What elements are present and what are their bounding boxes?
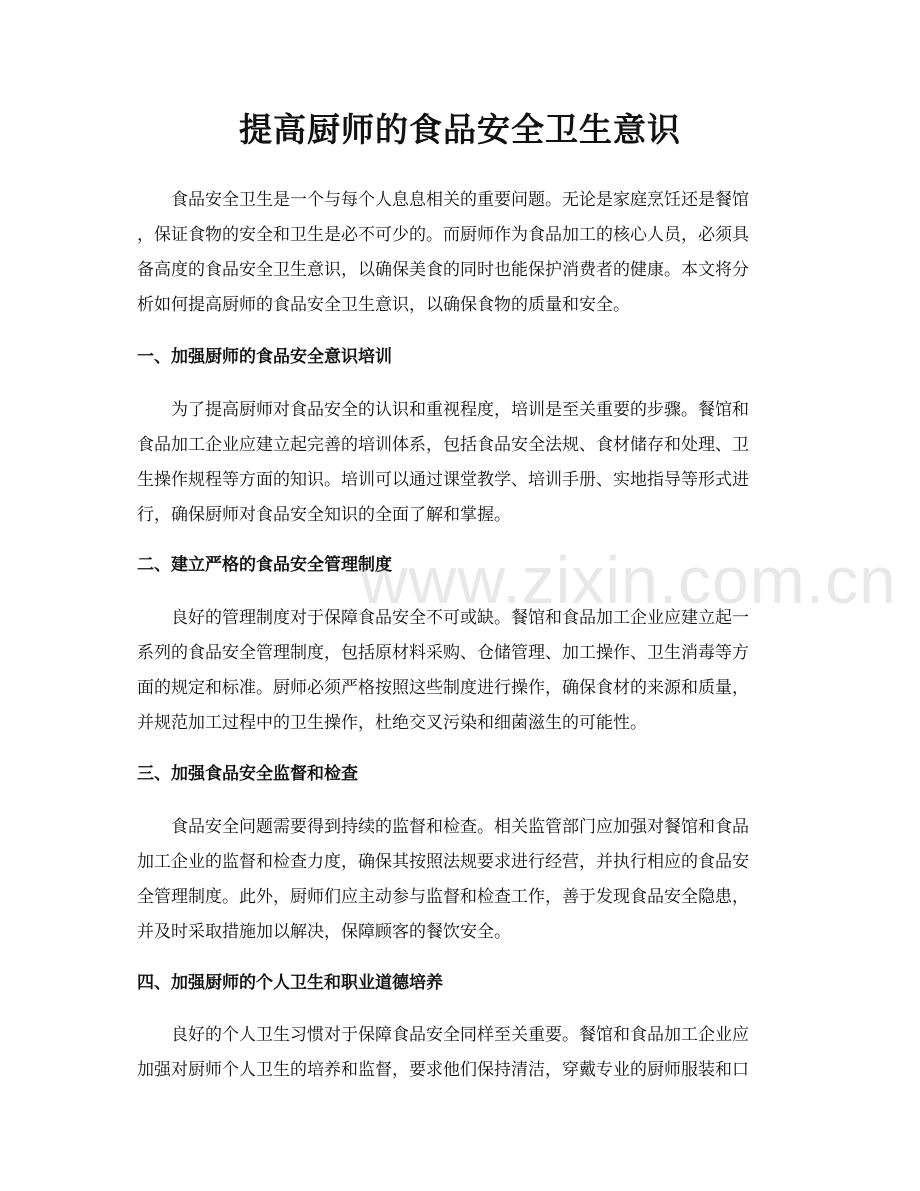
- paragraph-line: 食品安全卫生是一个与每个人息息相关的重要问题。无论是家庭烹饪还是餐馆: [137, 190, 749, 210]
- section-heading-4: 四、加强厨师的个人卫生和职业道德培养: [137, 973, 443, 993]
- paragraph-line: 生操作规程等方面的知识。培训可以通过课堂教学、培训手册、实地指导等形式进: [137, 470, 749, 490]
- paragraph-line: 食品加工企业应建立起完善的培训体系，包括食品安全法规、食材储存和处理、卫: [137, 435, 749, 455]
- watermark-text: www.zixin.com.cn: [360, 543, 897, 617]
- paragraph-line: 并规范加工过程中的卫生操作，杜绝交叉污染和细菌滋生的可能性。: [137, 713, 647, 733]
- document-title: 提高厨师的食品安全卫生意识: [239, 110, 681, 149]
- section-heading-3: 三、加强食品安全监督和检查: [137, 764, 358, 784]
- section-heading-1: 一、加强厨师的食品安全意识培训: [137, 347, 392, 367]
- section-paragraph-4: [137, 1018, 785, 1088]
- paragraph-line: 系列的食品安全管理制度，包括原材料采购、仓储管理、加工操作、卫生消毒等方: [137, 643, 749, 663]
- paragraph-line: 良好的管理制度对于保障食品安全不可或缺。餐馆和食品加工企业应建立起一: [137, 608, 749, 628]
- paragraph-line: 加工企业的监督和检查力度，确保其按照法规要求进行经营，并执行相应的食品安: [137, 852, 749, 872]
- paragraph-line: 为了提高厨师对食品安全的认识和重视程度，培训是至关重要的步骤。餐馆和: [137, 400, 749, 420]
- section-heading-2: 二、建立严格的食品安全管理制度: [137, 555, 392, 575]
- paragraph-line: 食品安全问题需要得到持续的监督和检查。相关监管部门应加强对餐馆和食品: [137, 817, 749, 837]
- paragraph-line: 并及时采取措施加以解决，保障顾客的餐饮安全。: [137, 922, 511, 942]
- paragraph-line: 良好的个人卫生习惯对于保障食品安全同样至关重要。餐馆和食品加工企业应: [137, 1025, 749, 1045]
- intro-paragraph: [137, 183, 785, 323]
- paragraph-line: 析如何提高厨师的食品安全卫生意识，以确保食物的质量和安全。: [137, 295, 630, 315]
- section-paragraph-1: [137, 393, 785, 533]
- paragraph-line: ，保证食物的安全和卫生是必不可少的。而厨师作为食品加工的核心人员，必须具: [137, 225, 749, 245]
- paragraph-line: 行，确保厨师对食品安全知识的全面了解和掌握。: [137, 505, 511, 525]
- section-paragraph-3: [137, 810, 785, 950]
- paragraph-line: 全管理制度。此外，厨师们应主动参与监督和检查工作，善于发现食品安全隐患，: [137, 887, 749, 907]
- paragraph-line: 加强对厨师个人卫生的培养和监督，要求他们保持清洁，穿戴专业的厨师服装和口: [137, 1060, 749, 1080]
- paragraph-line: 面的规定和标准。厨师必须严格按照这些制度进行操作，确保食材的来源和质量，: [137, 678, 749, 698]
- paragraph-line: 备高度的食品安全卫生意识，以确保美食的同时也能保护消费者的健康。本文将分: [137, 260, 749, 280]
- section-paragraph-2: [137, 601, 785, 741]
